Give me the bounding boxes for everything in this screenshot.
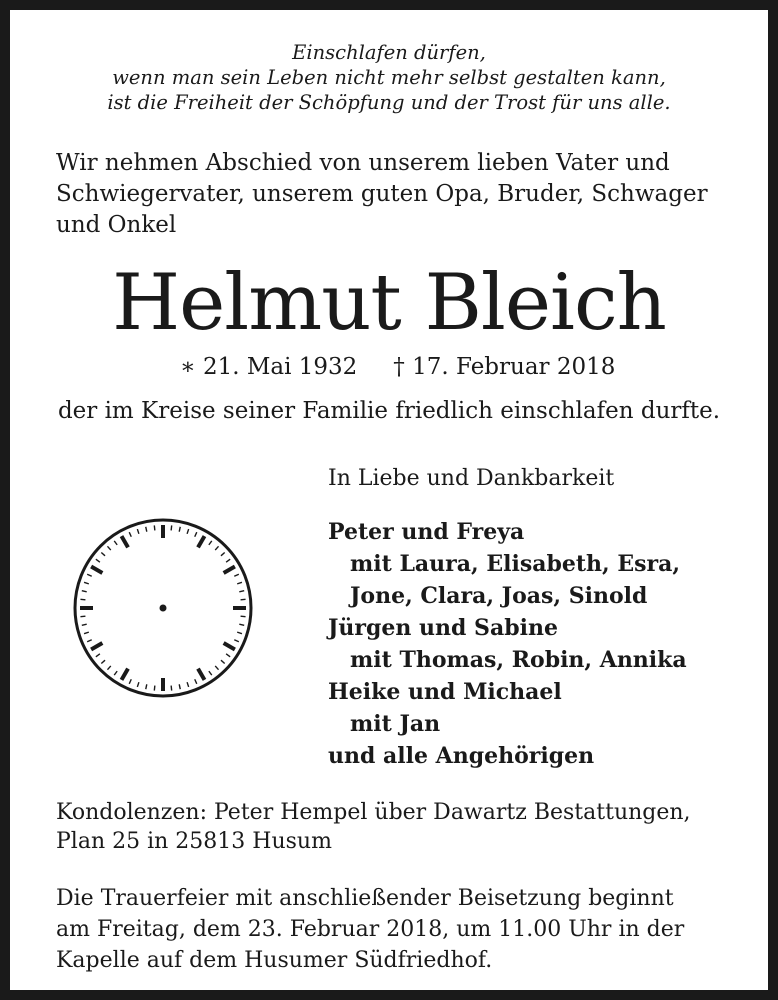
intro-line: Schwiegervater, unserem guten Opa, Bruder, Schwager <box>56 181 708 207</box>
clock-minute-tick <box>114 541 117 545</box>
clock-hour-tick <box>198 536 205 547</box>
clock-minute-tick <box>82 591 87 592</box>
clock-minute-tick <box>226 559 230 562</box>
clock-minute-tick <box>154 525 155 530</box>
clock-minute-tick <box>129 532 131 537</box>
family-line: Heike und Michael <box>328 679 562 705</box>
clock-minute-tick <box>129 679 131 684</box>
clock-minute-tick <box>154 686 155 691</box>
family-line: mit Jan <box>350 711 441 737</box>
intro-line: Wir nehmen Abschied von unserem lieben Vater und <box>56 150 670 176</box>
clock-minute-tick <box>215 546 218 550</box>
clock-minute-tick <box>179 527 180 532</box>
clock-hour-tick <box>198 669 205 680</box>
clock-without-hands-icon <box>70 515 256 701</box>
clock-minute-tick <box>187 682 189 687</box>
clock-hour-tick <box>91 643 102 650</box>
clock-minute-tick <box>84 632 89 634</box>
clock-minute-tick <box>137 682 139 687</box>
service-line: Kapelle auf dem Husumer Südfriedhof. <box>56 948 493 973</box>
clock-hour-tick <box>224 643 235 650</box>
family-list <box>328 516 687 772</box>
life-dates <box>180 352 615 382</box>
deceased-name: Helmut Bleich <box>112 258 666 348</box>
passing-statement: der im Kreise seiner Familie friedlich einschlafen durfte. <box>57 398 721 424</box>
motto-line: ist die Freiheit der Schöpfung und der Trost für uns alle. <box>107 91 671 114</box>
family-line: und alle Angehörigen <box>328 743 595 769</box>
funeral-service-info <box>56 883 684 976</box>
clock-minute-tick <box>221 660 225 663</box>
clock-minute-tick <box>146 684 147 689</box>
family-line: mit Laura, Elisabeth, Esra, <box>350 551 680 577</box>
motto-line: Einschlafen dürfen, <box>292 41 486 64</box>
clock-hour-tick <box>122 669 129 680</box>
clock-minute-tick <box>84 582 89 584</box>
clock-minute-tick <box>209 671 212 675</box>
clock-minute-tick <box>107 546 110 550</box>
condolences-line: Plan 25 in 25813 Husum <box>56 829 332 854</box>
family-line: mit Thomas, Robin, Annika <box>350 647 687 673</box>
clock-minute-tick <box>87 574 92 576</box>
clock-minute-tick <box>171 525 172 530</box>
clock-minute-tick <box>195 679 197 684</box>
clock-minute-tick <box>215 666 218 670</box>
clock-minute-tick <box>241 616 246 617</box>
condolences-line: Kondolenzen: Peter Hempel über Dawartz Bestattungen, <box>56 800 691 825</box>
clock-minute-tick <box>146 527 147 532</box>
clock-minute-tick <box>96 654 100 657</box>
clock-minute-tick <box>234 640 239 642</box>
clock-minute-tick <box>80 616 85 617</box>
clock-minute-tick <box>237 582 242 584</box>
clock-hour-tick <box>91 567 102 574</box>
clock-minute-tick <box>239 591 244 592</box>
clock-minute-tick <box>241 599 246 600</box>
clock-minute-tick <box>137 529 139 534</box>
signoff-text: In Liebe und Dankbarkeit <box>328 466 615 491</box>
clock-minute-tick <box>171 686 172 691</box>
clock-minute-tick <box>187 529 189 534</box>
clock-minute-tick <box>96 559 100 562</box>
clock-minute-tick <box>221 552 225 555</box>
motto-line: wenn man sein Leben nicht mehr selbst gestalten kann, <box>112 66 666 89</box>
family-line: Jürgen und Sabine <box>328 615 558 641</box>
intro-line: und Onkel <box>56 212 177 238</box>
clock-minute-tick <box>107 666 110 670</box>
family-line: Jone, Clara, Joas, Sinold <box>350 583 648 609</box>
clock-minute-tick <box>101 660 105 663</box>
clock-minute-tick <box>239 624 244 625</box>
clock-minute-tick <box>195 532 197 537</box>
clock-minute-tick <box>226 654 230 657</box>
clock-minute-tick <box>234 574 239 576</box>
service-line: Die Trauerfeier mit anschließender Beisetzung beginnt <box>56 886 674 911</box>
death-date: † 17. Februar 2018 <box>393 354 616 380</box>
clock-minute-tick <box>209 541 212 545</box>
clock-minute-tick <box>114 671 117 675</box>
birth-date: ∗ 21. Mai 1932 <box>180 354 358 380</box>
clock-minute-tick <box>237 632 242 634</box>
clock-minute-tick <box>101 552 105 555</box>
clock-minute-tick <box>80 599 85 600</box>
service-line: am Freitag, dem 23. Februar 2018, um 11.00 Uhr in der <box>56 917 685 942</box>
clock-hour-tick <box>122 536 129 547</box>
clock-hour-tick <box>224 567 235 574</box>
motto-verse <box>50 40 728 115</box>
clock-minute-tick <box>82 624 87 625</box>
clock-minute-tick <box>87 640 92 642</box>
intro-text <box>56 148 724 241</box>
condolences-info <box>56 798 691 856</box>
family-line: Peter und Freya <box>328 519 525 545</box>
clock-minute-tick <box>179 684 180 689</box>
